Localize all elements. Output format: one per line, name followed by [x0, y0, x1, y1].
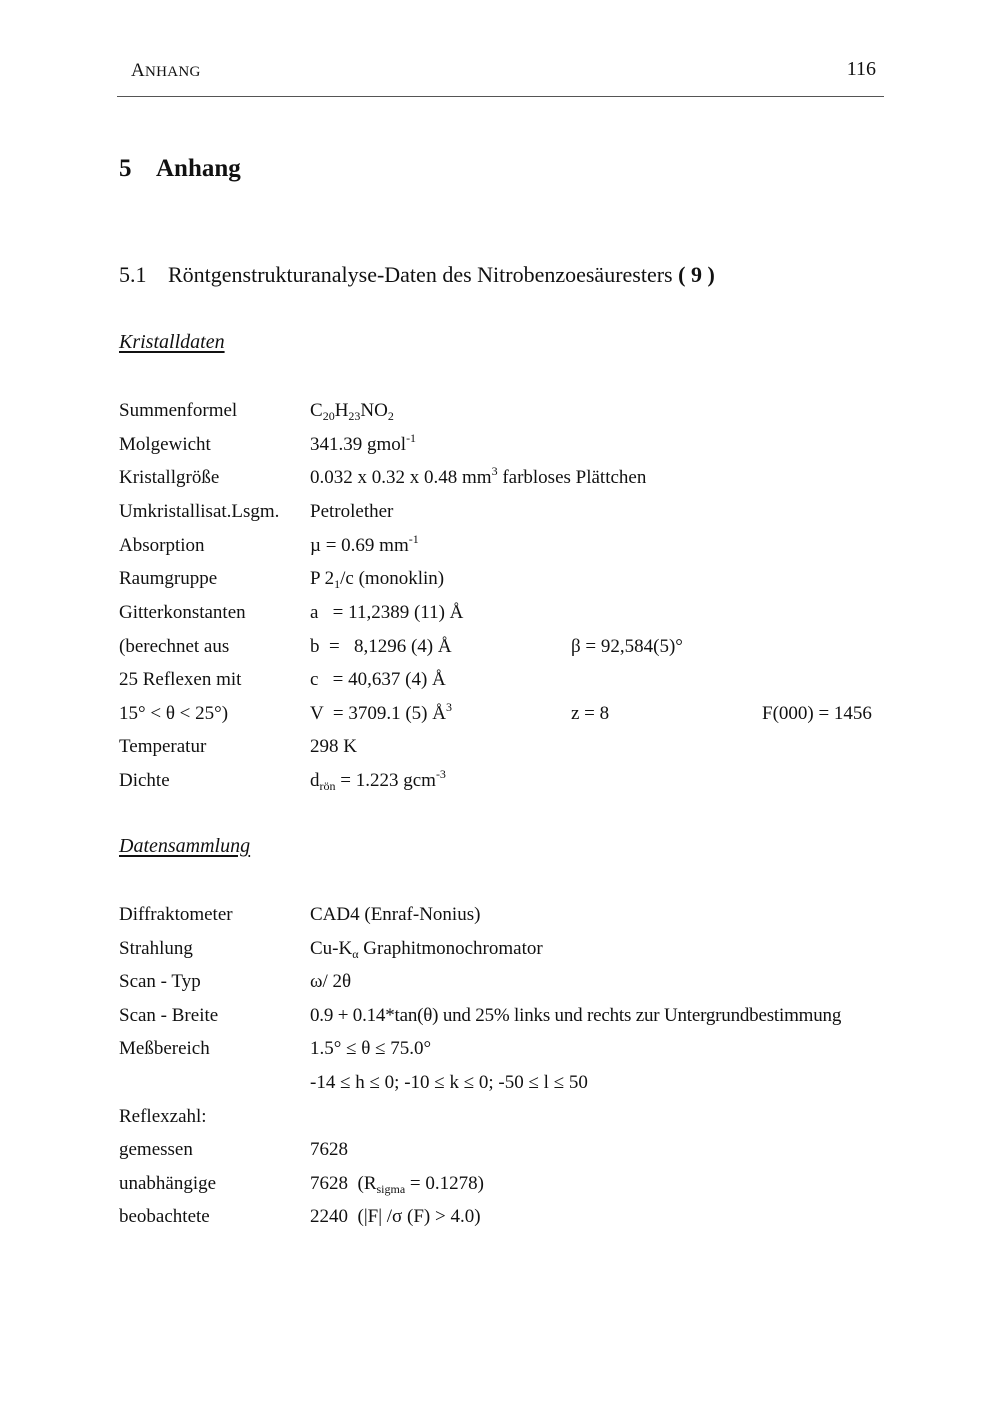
row-beobachtete: beobachtete 2240 (|F| /σ (F) > 4.0) — [119, 1206, 481, 1227]
row-volumen: 15° < θ < 25°) V = 3709.1 (5) $Å^3$ z = 8 F(000) = 1456 — [119, 700, 872, 724]
row-reflexzahl: Reflexzahl: — [119, 1106, 207, 1127]
compound-ref: ( 9 ) — [678, 262, 715, 287]
row-gitter-c: 25 Reflexen mit c = 40,637 (4) Å — [119, 669, 446, 690]
row-molgewicht: Molgewicht 341.39 gmol$^{-1}$ — [119, 431, 417, 455]
row-gemessen: gemessen 7628 — [119, 1139, 348, 1160]
row-gitter-a: Gitterkonstanten a = 11,2389 (11) Å — [119, 602, 464, 623]
row-temperatur: Temperatur 298 K — [119, 736, 357, 757]
row-umkristallisat: Umkristallisat.Lsgm. Petrolether — [119, 501, 394, 522]
row-kristallgroesse: Kristallgröße 0.032 x 0.32 x 0.48 $mm^3$ farbloses Plättchen — [119, 464, 647, 488]
row-absorption: Absorption µ = 0.69 $mm^{-1}$ — [119, 532, 419, 556]
section-heading: 5.1 Röntgenstrukturanalyse-Daten des Nitrobenzoesäuresters ( 9 ) — [119, 262, 715, 287]
chapter-heading: 5 Anhang — [119, 155, 241, 182]
row-raumgruppe: Raumgruppe P $2_1/c$ (monoklin) — [119, 568, 445, 591]
row-unabhaengige: unabhängige 7628 $(R_{sigma} = 0.1278)$ — [119, 1173, 484, 1196]
row-scan-breite: Scan - Breite 0.9 + 0.14*tan(θ) und 25% links und rechts zur Untergrundbestimmung — [119, 1005, 842, 1026]
row-dichte: Dichte $d_{rön} = 1.223$ gcm$^{-3}$ — [119, 767, 446, 793]
formula: $C_{20}H_{23}NO_2$ — [310, 400, 394, 423]
row-gitter-b: (berechnet aus b = 8,1296 (4) Å β = 92,584(5)° — [119, 636, 683, 657]
running-header: ANHANG — [131, 60, 201, 81]
row-strahlung: Strahlung $Cu-K_\alpha$ Graphitmonochromator — [119, 938, 543, 961]
page-number: 116 — [846, 58, 876, 80]
kristalldaten-heading: Kristalldaten — [119, 331, 225, 353]
row-scan-typ: Scan - Typ ω/ 2θ — [119, 971, 352, 992]
row-messbereich-hkl: -14 ≤ h ≤ 0; -10 ≤ k ≤ 0; -50 ≤ l ≤ 50 — [310, 1072, 588, 1093]
row-messbereich: Meßbereich 1.5° ≤ θ ≤ 75.0° — [119, 1038, 432, 1059]
row-summenformel: Summenformel $C_{20}H_{23}NO_2$ — [119, 400, 394, 423]
datensammlung-heading: Datensammlung — [119, 835, 251, 857]
header-rule — [117, 96, 884, 97]
row-diffraktometer: Diffraktometer CAD4 (Enraf-Nonius) — [119, 904, 481, 925]
